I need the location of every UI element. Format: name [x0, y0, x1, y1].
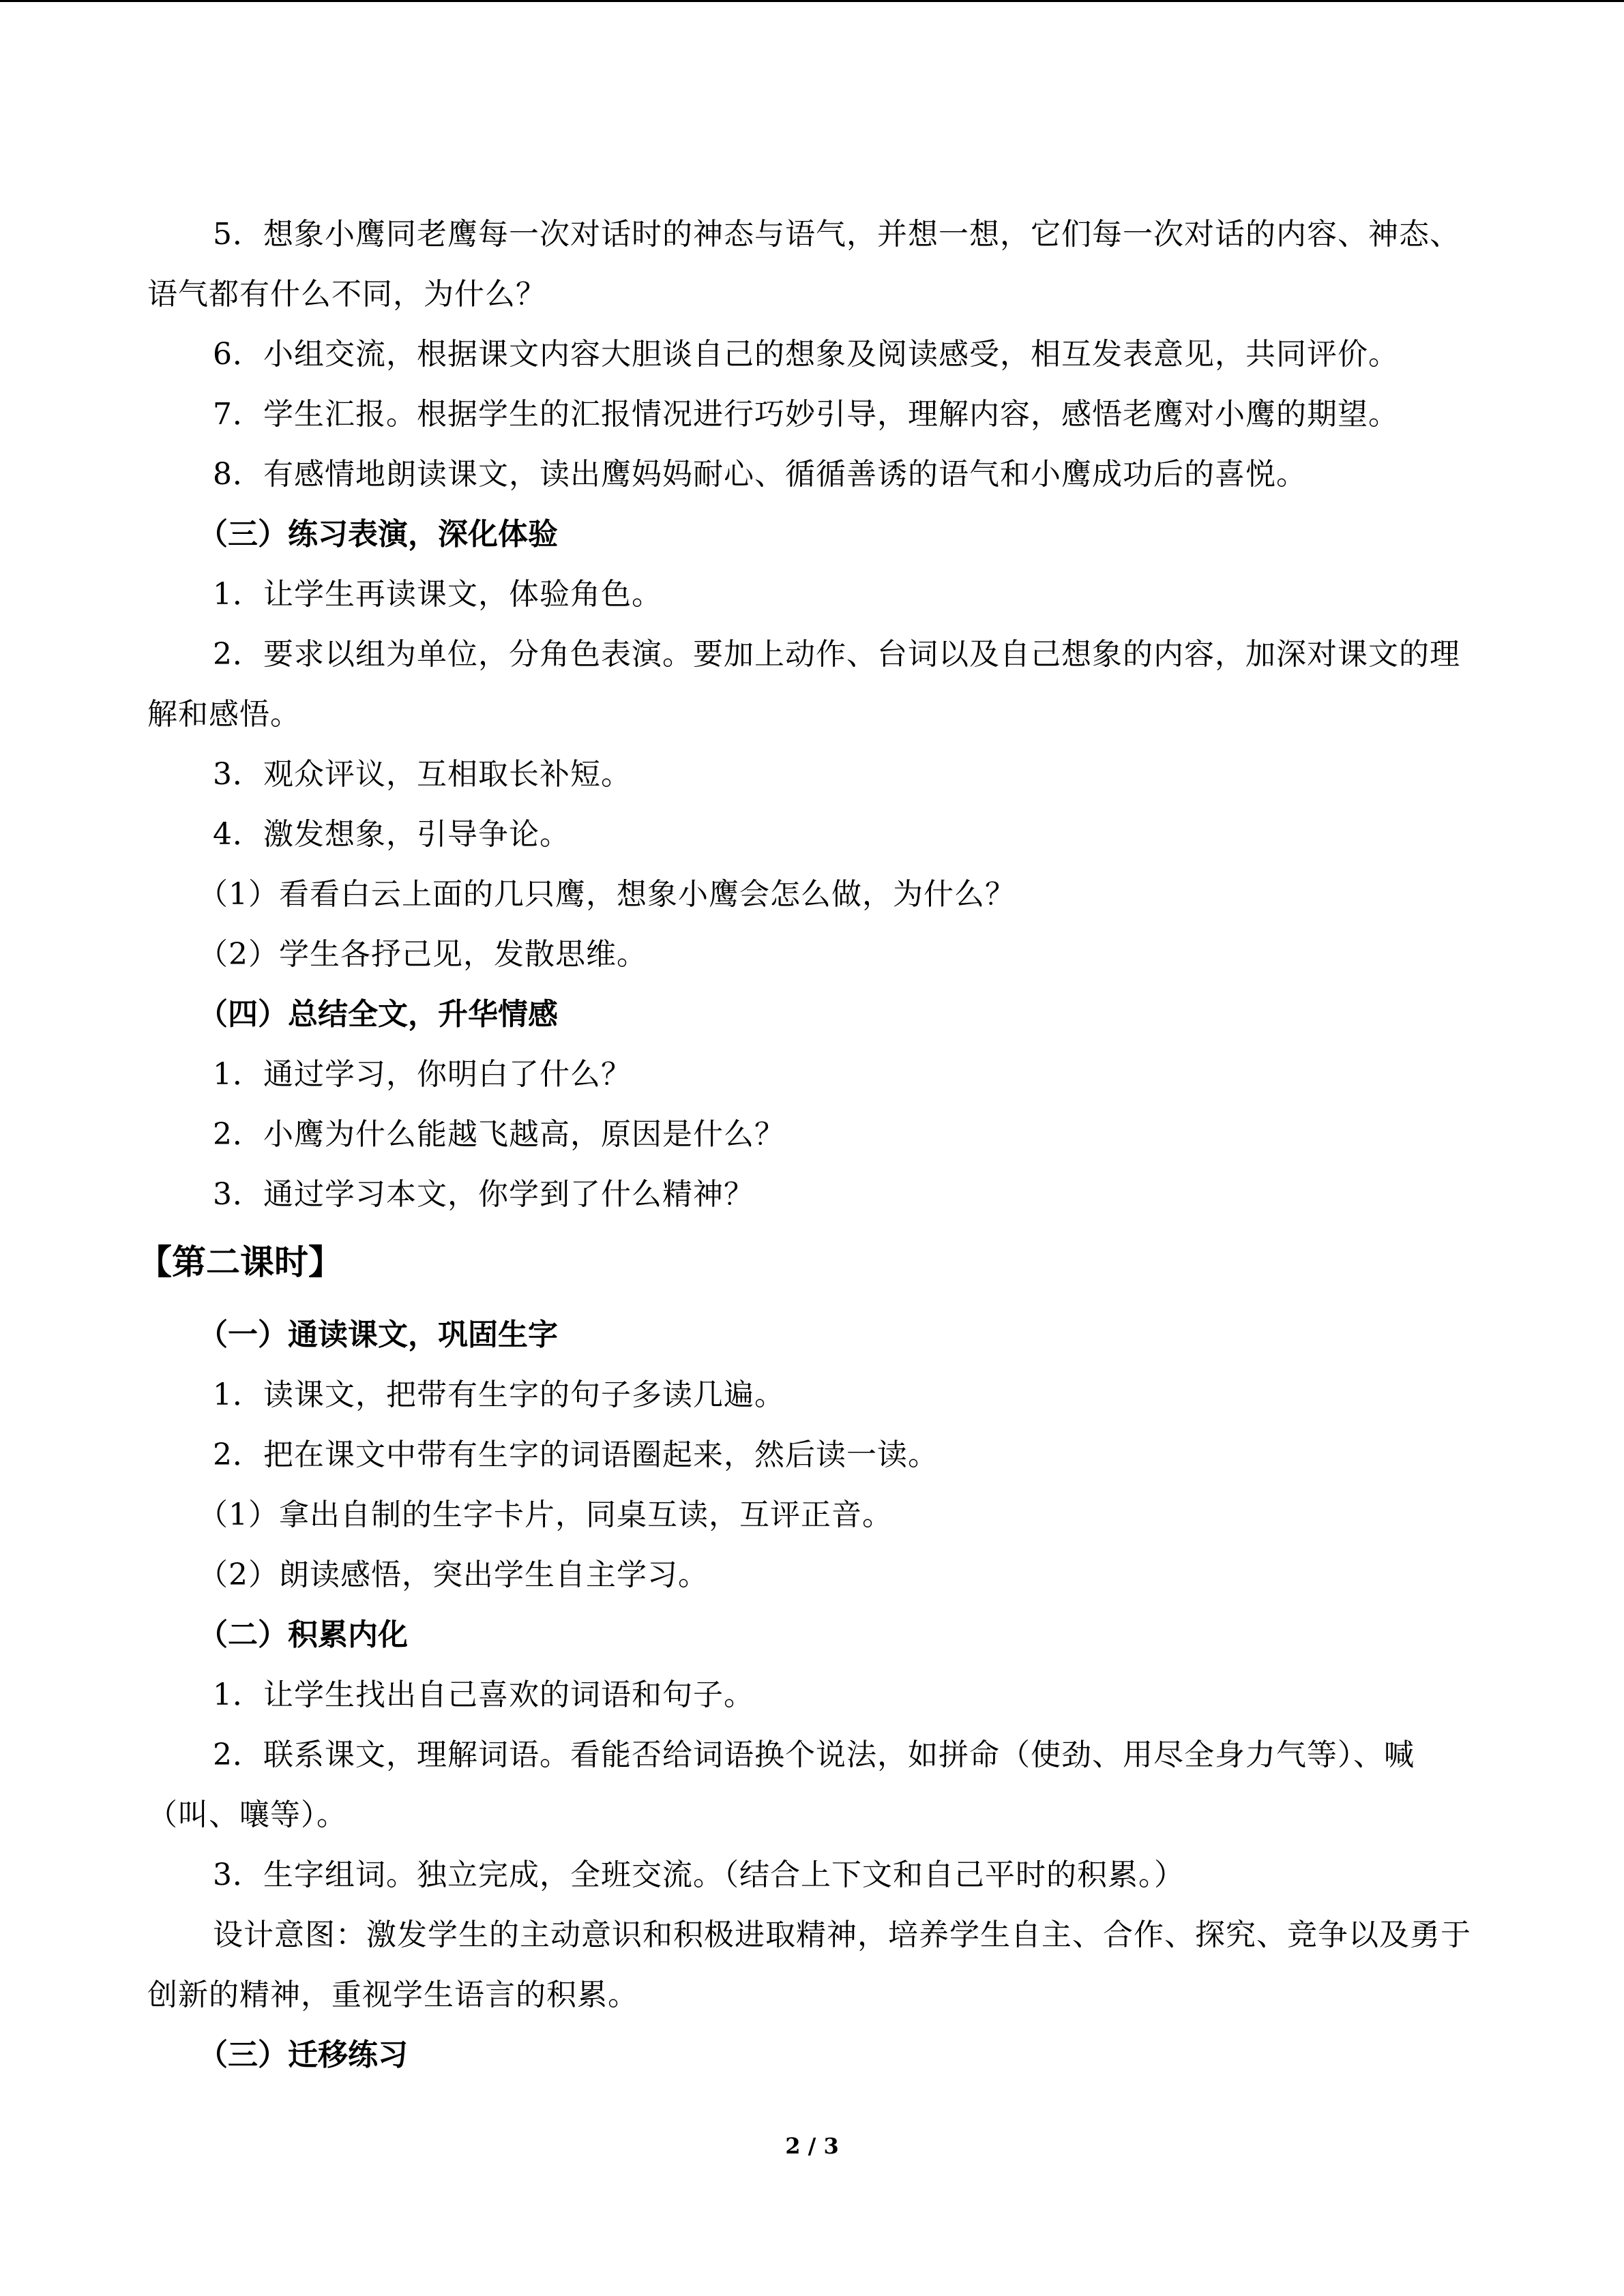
paragraph: 6．小组交流，根据课文内容大胆谈自己的想象及阅读感受，相互发表意见，共同评价。 [213, 337, 1399, 372]
subsection-heading: （一）通读课文，巩固生字 [198, 1317, 558, 1352]
paragraph: 2．小鹰为什么能越飞越高，原因是什么？ [213, 1117, 785, 1152]
paragraph: 7．学生汇报。根据学生的汇报情况进行巧妙引导，理解内容，感悟老鹰对小鹰的期望。 [213, 397, 1399, 432]
paragraph: 2．联系课文，理解词语。看能否给词语换个说法，如拼命（使劲、用尽全身力气等）、喊（叫、嚷等）。 [147, 1738, 1415, 1832]
subsection-heading: （二）积累内化 [198, 1617, 408, 1652]
paragraph: 1．读课文，把带有生字的句子多读几遍。 [213, 1377, 785, 1412]
paragraph: 2．把在课文中带有生字的词语圈起来，然后读一读。 [213, 1437, 939, 1472]
paragraph: 3．生字组词。独立完成，全班交流。（结合上下文和自己平时的积累。） [213, 1858, 1185, 1892]
subsection-heading: （三）练习表演，深化体验 [198, 517, 558, 552]
spacer [147, 1300, 1477, 1305]
paragraph: 设计意图：激发学生的主动意识和积极进取精神，培养学生自主、合作、探究、竞争以及勇于创新的精神，重视学生语言的积累。 [147, 1918, 1471, 2012]
document-body [138, 205, 1477, 2085]
paragraph: （1）拿出自制的生字卡片，同桌互读，互评正音。 [198, 1497, 893, 1532]
section-title: 【第二课时】 [138, 1242, 342, 1282]
paragraph: 4．激发想象，引导争论。 [213, 817, 570, 852]
paragraph: 3．通过学习本文，你学到了什么精神？ [213, 1177, 754, 1212]
paragraph: 1．让学生找出自己喜欢的词语和句子。 [213, 1678, 754, 1712]
subsection-heading: （四）总结全文，升华情感 [198, 997, 558, 1032]
paragraph: 3．观众评议，互相取长补短。 [213, 757, 632, 792]
paragraph: 5．想象小鹰同老鹰每一次对话时的神态与语气，并想一想，它们每一次对话的内容、神态、语气都有什么不同，为什么？ [147, 217, 1460, 312]
paragraph: 2．要求以组为单位，分角色表演。要加上动作、台词以及自己想象的内容，加深对课文的理解和感悟。 [147, 637, 1460, 732]
paragraph: 1．让学生再读课文，体验角色。 [213, 577, 662, 612]
paragraph: （2）学生各抒己见，发散思维。 [198, 937, 647, 972]
page-number: 2 / 3 [785, 2133, 839, 2159]
paragraph: 1．通过学习，你明白了什么？ [213, 1057, 632, 1092]
paragraph: （1）看看白云上面的几只鹰，想象小鹰会怎么做，为什么？ [198, 877, 1016, 912]
subsection-heading: （三）迁移练习 [198, 2038, 408, 2072]
paragraph: （2）朗读感悟，突出学生自主学习。 [198, 1557, 709, 1592]
paragraph: 8．有感情地朗读课文，读出鹰妈妈耐心、循循善诱的语气和小鹰成功后的喜悦。 [213, 457, 1307, 492]
page-top-border [0, 0, 1624, 2]
